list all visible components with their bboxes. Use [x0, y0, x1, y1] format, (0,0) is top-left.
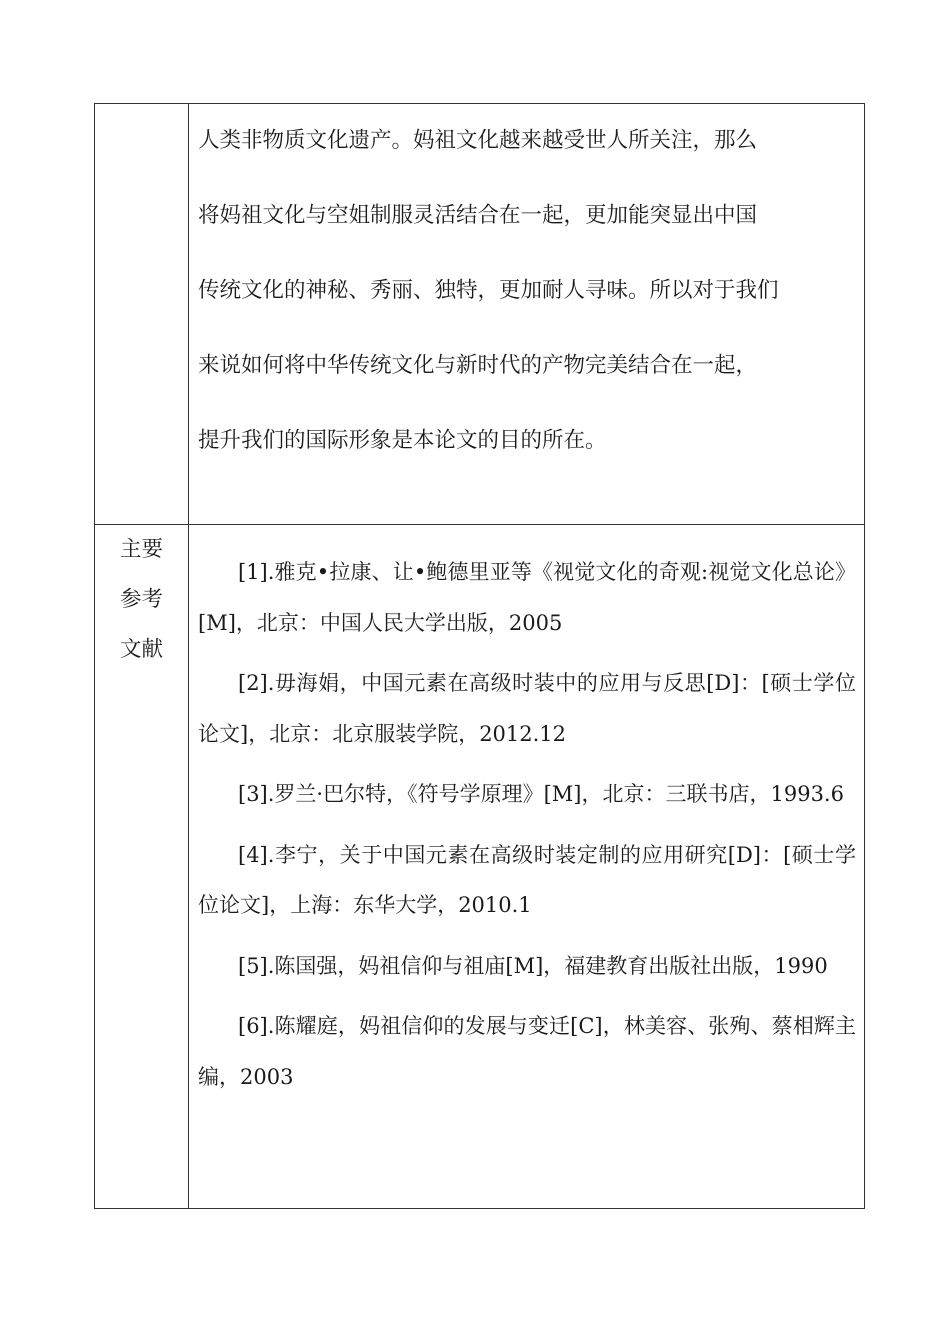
reference-item: [5].陈国强，妈祖信仰与祖庙[M]，福建教育出版社出版，1990 [238, 953, 828, 978]
reference-item: [6].陈耀庭，妈祖信仰的发展与变迁[C]，林美容、张殉、蔡相辉主编，2003 [198, 1014, 856, 1089]
references-list [189, 525, 864, 1102]
reference-item: [1].雅克•拉康、让•鲍德里亚等《视觉文化的奇观:视觉文化总论》[M]，北京：中国人民大学出版，2005 [198, 560, 856, 635]
continuation-text [189, 91, 864, 478]
text-line: 来说如何将中华传统文化与新时代的产物完美结合在一起， [198, 353, 758, 378]
references-row [95, 525, 865, 1209]
reference-item: [3].罗兰·巴尔特，《符号学原理》[M]，北京：三联书店，1993.6 [238, 782, 844, 806]
text-line: 传统文化的神秘、秀丽、独特，更加耐人寻味。所以对于我们 [198, 278, 779, 303]
text-line: 人类非物质文化遗产。妈祖文化越来越受世人所关注，那么 [198, 128, 758, 153]
references-label-cell [95, 525, 189, 1209]
empty-label-cell [95, 104, 189, 525]
text-line: 将妈祖文化与空姐制服灵活结合在一起，更加能突显出中国 [198, 203, 758, 228]
references-label-line: 文献 [119, 637, 163, 662]
text-line: 提升我们的国际形象是本论文的目的所在。 [198, 428, 607, 453]
references-label-line: 参考 [119, 587, 163, 612]
continuation-cell [189, 104, 865, 525]
references-label-line: 主要 [119, 537, 163, 562]
reference-item: [2].毋海娟，中国元素在高级时装中的应用与反思[D]：[硕士学位论文]，北京：北京服装学院，2012.12 [198, 671, 856, 746]
reference-item: [4].李宁，关于中国元素在高级时装定制的应用研究[D]：[硕士学位论文]，上海：东华大学，2010.1 [198, 842, 856, 917]
document-table [94, 103, 865, 1209]
continuation-row [95, 104, 865, 525]
references-cell [189, 525, 865, 1209]
